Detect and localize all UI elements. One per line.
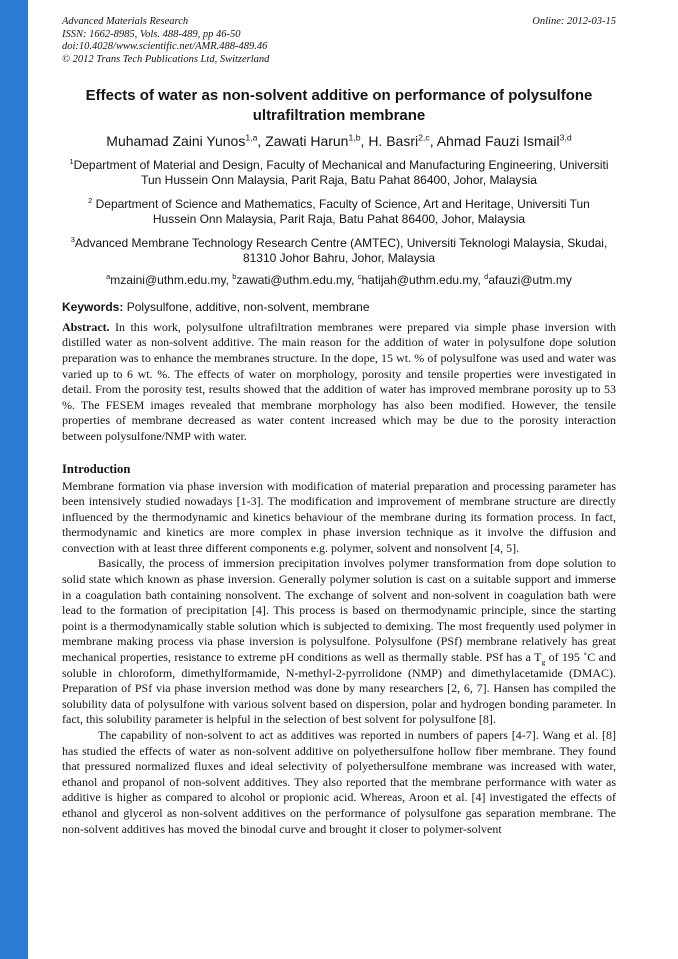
author-separator: ,	[429, 132, 437, 149]
affiliation-1	[66, 158, 612, 188]
intro-paragraph-3: The capability of non-solvent to act as additives was reported in numbers of papers [4-7]. Wang et al. [8] has studied the effects of water as non-solvent additive on polyethersulfone hollow fiber membrane. They found that pressured normalized fluxes and ideal selectivity of polyethersulfone membrane was increased with water, ethanol and propanol of non-solvent additives. They also reported that the membrane performance with water as additive is higher as compared to alcohol or propionic acid. Whereas, Aroon et al. [4] investigated the effects of ethanol and glycerol as non-solvent additives on the performance of polysulfone gas separation membrane. The non-solvent additives has moved the binodal curve and brought it closer to polymer-solvent	[62, 728, 616, 836]
journal-header-left	[62, 16, 269, 66]
email-address: hatijah@uthm.edu.my,	[361, 272, 485, 287]
section-heading-introduction: Introduction	[62, 461, 131, 476]
author-name: Zawati Harun	[265, 132, 349, 149]
journal-header	[62, 16, 616, 66]
affiliation-2	[66, 197, 612, 227]
email-address: zawati@uthm.edu.my,	[236, 272, 358, 287]
email-superscript: c	[357, 271, 362, 281]
email-address: mzaini@uthm.edu.my,	[110, 272, 233, 287]
affiliation-superscript: 1	[69, 156, 74, 166]
journal-name: Advanced Materials Research	[62, 16, 189, 27]
keywords-text: Polysulfone, additive, non-solvent, membrane	[123, 299, 370, 314]
emails-line	[62, 273, 616, 287]
left-accent-bar	[0, 0, 28, 959]
email-superscript: d	[484, 271, 489, 281]
author-name: Ahmad Fauzi Ismail	[436, 132, 560, 149]
email-address: afauzi@utm.my	[488, 272, 572, 287]
keywords-label: Keywords:	[62, 299, 124, 314]
author-superscript: 1,b	[348, 132, 361, 143]
authors-line	[62, 133, 616, 149]
email-superscript: a	[106, 271, 111, 281]
subscript-g: g	[541, 657, 546, 667]
page-content	[62, 0, 616, 837]
intro-paragraph-2	[62, 556, 616, 728]
affiliation-text: Department of Science and Mathematics, Faculty of Science, Art and Heritage, Universiti Tun Hussein Onn Malaysia, Parit Raja, Batu Pahat 86400, Johor, Malaysia	[92, 196, 590, 226]
affiliation-superscript: 2	[88, 195, 93, 205]
author-superscript: 3,d	[559, 132, 572, 143]
author-separator: ,	[360, 132, 369, 149]
author-name: Muhamad Zaini Yunos	[106, 132, 246, 149]
abstract-text: In this work, polysulfone ultrafiltration membranes were prepared via simple phase inversion with distilled water as non-solvent additive. The main reason for the addition of water in polysulfone dope solution preparation was to enhance the membranes structure. In the dope, 15 wt. % of polysulfone was used and water was varied up to 6 wt. %. The effects of water on morphology, porosity and tensile properties were investigated in detail. From the porosity test, results showed that the addition of water has improved membrane porosity up to 53 %. The FESEM images revealed that membrane morphology has also been modified. However, the tensile properties of membrane decreased as water content increased which may be due to the porosity interaction between polysulfone/NMP with water.	[62, 319, 616, 443]
author-superscript: 1,a	[245, 132, 258, 143]
affiliation-text: Advanced Membrane Technology Research Centre (AMTEC), Universiti Teknologi Malaysia, Skudai, 81310 Johor Bahru, Johor, Malaysia	[74, 235, 608, 265]
issn-line: ISSN: 1662-8985, Vols. 488-489, pp 46-50	[62, 28, 241, 40]
email-superscript: b	[232, 271, 237, 281]
intro-paragraph-1: Membrane formation via phase inversion with modification of material preparation and processing parameter has been intensively studied nowadays [1-3]. The modification and improvement of membrane structure are directly influenced by the thermodynamic and kinetics behaviour of the membrane during its formation process. In fact, thermodynamic and kinetics are more complex in phase inversion technique as it involve the diffusion and convection with at least three different components e.g. polymer, solvent and nonsolvent [4, 5].	[62, 478, 616, 555]
author-superscript: 2,c	[418, 132, 430, 143]
doi-line: doi:10.4028/www.scientific.net/AMR.488-489.46	[62, 41, 268, 53]
intro-paragraph-2-text: Basically, the process of immersion precipitation involves polymer transformation from dope solution to solid state which known as phase inversion. Generally polymer solution is cast on a suitable support and immerse in a coagulation bath containing nonsolvent. The exchange of solvent and non-solvent in coagulation bath were lead to the formation of precipitation [4]. This process is based on thermodynamic principle, since the starting point is a thermodynamically stable solution which is subjected to demixing. The most frequently used polymer in membrane making process via phase inversion is polysulfone. Polysulfone (PSf) membrane relatively has great mechanical properties, resistance to extreme pH conditions as well as thermally stable. PSf has a T	[62, 556, 616, 665]
affiliation-superscript: 3	[70, 234, 75, 244]
keywords-line	[62, 300, 616, 314]
abstract-paragraph	[62, 320, 616, 445]
online-date: Online: 2012-03-15	[532, 16, 616, 27]
abstract-label: Abstract.	[62, 319, 110, 334]
intro-paragraph-2-text-cont: of 195 ˚C and soluble in chloroform, dimethylformamide, N-methyl-2-pyrrolidone (NMP) and dimethylacetamide (DMAC). Preparation of PSf via phase inversion method was done by many researchers [2, 6, 7]. Hansen has compiled the solubility data of polysulfone with various solvent based on dispersion, polar and hydrogen bonding parameter. In fact, this solubility parameter is helpful in the selection of best solvent for polysulfone [8].	[62, 650, 616, 727]
author-separator: ,	[257, 132, 266, 149]
author-name: H. Basri	[368, 132, 419, 149]
paper-title: Effects of water as non-solvent additive on performance of polysulfone ultrafiltration membrane	[85, 87, 593, 124]
affiliation-3	[66, 236, 612, 266]
affiliation-text: Department of Material and Design, Faculty of Mechanical and Manufacturing Engineering, Universiti Tun Hussein Onn Malaysia, Parit Raja, Batu Pahat 86400, Johor, Malaysia	[73, 157, 609, 187]
copyright-line: © 2012 Trans Tech Publications Ltd, Switzerland	[62, 53, 270, 65]
